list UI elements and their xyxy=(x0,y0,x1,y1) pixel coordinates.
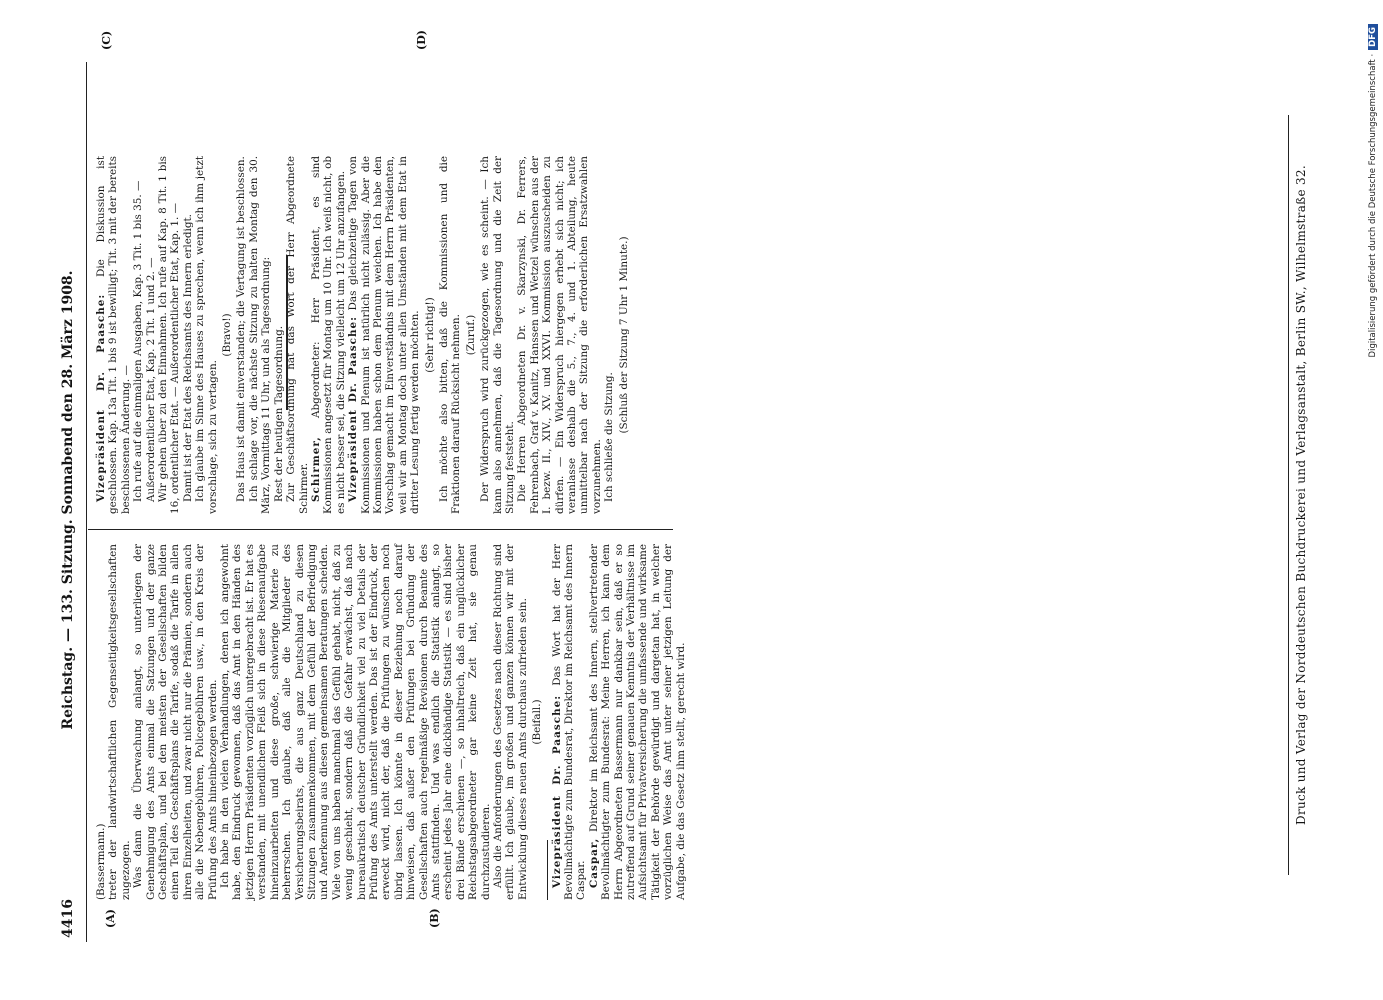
paragraph: Das Haus ist damit einverstanden; die Vertagung ist beschlossen. xyxy=(235,156,248,502)
paragraph xyxy=(588,544,687,900)
speech-text: Abgeordneter: Herr Präsident, es sind Kommissionen angesetzt für Montag um 10 Uhr. Ich weiß nicht, ob es nicht besser sei, die Sitzung vielleicht um 12 Uhr anzufangen. xyxy=(309,156,347,514)
paragraph: Was dann die Überwachung anlangt, so unterliegen der Genehmigung des Amts einmal die Satzungen und der ganze Geschäftsplan, und bei den meisten der Gesellschaften bilden einen Teil des Geschäftsplans die Tarife, sodaß die Tarife in allen ihren Einzelheiten, und zwar nicht nur die Prämien, sondern auch alle die Nebengebühren, Policegebühren usw., in den Kreis der Prüfung des Amts hineinbezogen werden. xyxy=(132,544,219,900)
paragraph: Zur Geschäftsordnung hat das Wort der Herr Abgeordnete Schirmer. xyxy=(285,156,310,514)
paragraph: Ich schließe die Sitzung. xyxy=(603,372,616,502)
paragraph: Ich habe in den vielen Verhandlungen, denen ich angewohnt habe, den Eindruck gewonnen, daß das Amt in den Händen des jetzigen Herrn Präsidenten vorzüglich untergebracht ist. Er hat es verstanden, mit unendlichem Fleiß sich in diese Riesenaufgabe hineinzuarbeiten und diese große, schwierige Materie zu beherrschen. Ich glaube, daß alle die Mitglieder des Versicherungsbeirats, die aus ganz Deutschland zu diesen Sitzungen zusammenkommen, mit dem Gefühl der Befriedigung und Anerkennung aus diesen gemeinsamen Beratungen scheiden. Viele von uns haben manchmal das Gefühl gehabt, nicht, daß zu wenig geschieht, sondern daß die Gefahr erwächst, daß nach bureaukratisch deutscher Gründlichkeit viel zu viel Details der Prüfung des Amts unterstellt werden. Das ist der Eindruck, der erweckt wird, nicht der, daß die Prüfungen zu wünschen noch übrig lassen. Ich könnte in dieser Beziehung noch darauf hinweisen, daß außer den Prüfungen bei Gründung der Gesellschaften auch regelmäßige Revisionen durch Beamte des Amts stattfinden. Und was endlich die Statistik anlangt, so erscheint jedes Jahr eine dickbändige Statistik — es sind bisher drei Bände erschienen —, so inhaltreich, daß ein unglücklicher Reichstagsabgeordneter gar keine Zeit hat, sie genau durchzustudieren. xyxy=(219,544,492,900)
paragraph xyxy=(310,156,347,514)
paragraph: Damit ist der Etat des Reichsamts des Innern erledigt. xyxy=(181,214,194,502)
digitization-text: Digitalisierung gefördert durch die Deutsche Forschungsgemeinschaft · xyxy=(1368,53,1378,358)
margin-mark-c: (C) xyxy=(100,30,113,50)
paragraph: Rest der heutigen Tagesordnung. xyxy=(272,325,285,502)
closing-note: (Schluß der Sitzung 7 Uhr 1 Minute.) xyxy=(617,236,630,434)
dfg-logo: DFG xyxy=(1368,24,1378,50)
section-rule xyxy=(547,840,548,900)
printer-imprint: Druck und Verlag der Norddeutschen Buchdruckerei und Verlagsanstalt, Berlin SW., Wilhelmstraße 32. xyxy=(1294,165,1308,825)
header-rule xyxy=(86,62,87,942)
speaker-name: Vizepräsident Dr. Paasche: xyxy=(95,293,107,502)
paragraph: Außerordentlicher Etat, Kap. 2 Tit. 1 und 2. — xyxy=(144,257,157,502)
paragraph xyxy=(95,156,132,514)
paragraph: Der Widerspruch wird zurückgezogen, wie es scheint. — Ich kann also annehmen, daß die Tagesordnung und die Zeit der Sitzung feststeht. xyxy=(479,156,516,514)
speaker-name: Caspar, xyxy=(587,837,600,888)
paragraph: Ich schlage vor, die nächste Sitzung zu halten Montag den 30. März, Vormittags 11 Uhr, und als Tagesordnung: xyxy=(247,156,273,514)
margin-mark-d: (D) xyxy=(415,30,428,50)
paragraph xyxy=(347,156,421,514)
speech-text: Das gleichzeitige Tagen von Kommissionen und Plenum ist natürlich nicht zulässig. Aber die Kommissionen haben schon dem Plenum weichen. Ich habe den Vorschlag gemacht im Einverständnis mit dem Herrn Präsidenten, weil wir am Montag doch unter allen Umständen mit dem Etat in dritter Lesung fertig werden möchten. xyxy=(347,156,422,514)
paragraph: Ich rufe auf die einmaligen Ausgaben, Kap. 3 Tit. 1 bis 35. — xyxy=(132,180,145,502)
footer-rule xyxy=(1288,115,1289,875)
paragraph: Die Herren Abgeordneten Dr. v. Skarzynski, Dr. Ferrers, Fehrenbach, Graf v. Kanitz, Hanssen und Wetzel wünschen aus der I. bezw. II., XIV., XV. und XXVI. Kommission auszuscheiden zu dürfen. — Ein Widerspruch hiergegen erhebt sich nicht; ich veranlasse deshalb die 5., 7., 4. und 1. Abteilung, heute unmittelbar nach der Sitzung die erforderlichen Ersatzwahlen vorzunehmen. xyxy=(516,156,603,514)
paragraph xyxy=(551,544,588,900)
paragraph: Ich möchte also bitten, daß die Kommissionen und die Fraktionen darauf Rücksicht nehmen. xyxy=(437,156,463,514)
paragraph: treter der landwirtschaftlichen Gegenseitigkeitsgesellschaften zugezogen. xyxy=(107,544,132,900)
speech-text: Die Diskussion ist geschlossen. Kap. 13a Tit. 1 bis 9 ist bewilligt; Tit. 3 mit der bereits beschlossenen Änderung. — xyxy=(95,155,132,514)
page-number: 4416 xyxy=(60,899,76,938)
speech-text: Das Wort hat der Herr Bevollmächtigte zum Bundesrat, Direktor im Reichsamt des Innern Caspar. xyxy=(550,544,588,900)
speaker-name: Schirmer, xyxy=(309,436,322,502)
paragraph: Ich glaube im Sinne des Hauses zu sprechen, wenn ich ihm jetzt vorschlage, sich zu vertagen. xyxy=(194,156,219,514)
speaker-name: Vizepräsident Dr. Paasche: xyxy=(550,694,563,888)
speaker-note: (Bassermann.) xyxy=(95,823,107,900)
end-rule xyxy=(286,255,288,410)
right-column xyxy=(95,156,675,514)
running-header-title: Reichstag. — 133. Sitzung. Sonnabend den 28. März 1908. xyxy=(60,270,76,730)
paragraph: Also die Anforderungen des Gesetzes nach dieser Richtung sind erfüllt. Ich glaube, im großen und ganzen können wir mit der Entwicklung dieses neuen Amts durchaus zufrieden sein. xyxy=(492,544,529,900)
margin-mark-a: (A) xyxy=(104,909,117,928)
speech-text: Direktor im Reichsamt des Innern, stellvertretender Bevollmächtigter zum Bundesrat: Meine Herren, ich kann dem Herrn Abgeordneten Bassermann nur dankbar sein, daß er so zutreffend auf Grund seiner genauen Kenntnis der Verhältnisse im Aufsichtsamt für Privatversicherung die umfassende und wirksame Tätigkeit der Behörde gewürdigt und dargetan hat, in welcher vorzüglichen Weise das Amt unter seiner jetzigen Leitung der Aufgabe, die das Gesetz ihm stellt, gerecht wird. xyxy=(587,544,687,900)
interjection-note: (Sehr richtig!) xyxy=(423,297,436,373)
column-rule xyxy=(88,529,673,530)
interjection-note: (Zuruf.) xyxy=(464,314,477,356)
bravo-note: (Bravo!) xyxy=(221,313,234,357)
speaker-name: Vizepräsident Dr. Paasche: xyxy=(347,316,360,502)
paragraph: Wir gehen über zu den Einnahmen. Ich rufe auf Kap. 8 Tit. 1 bis 16, ordentlicher Etat. — Außerordentlicher Etat, Kap. 1. — xyxy=(157,156,182,514)
applause-note: (Beifall.) xyxy=(531,699,544,745)
digitization-note xyxy=(1368,0,1378,1000)
margin-mark-b: (B) xyxy=(428,908,441,928)
left-column xyxy=(95,544,687,900)
